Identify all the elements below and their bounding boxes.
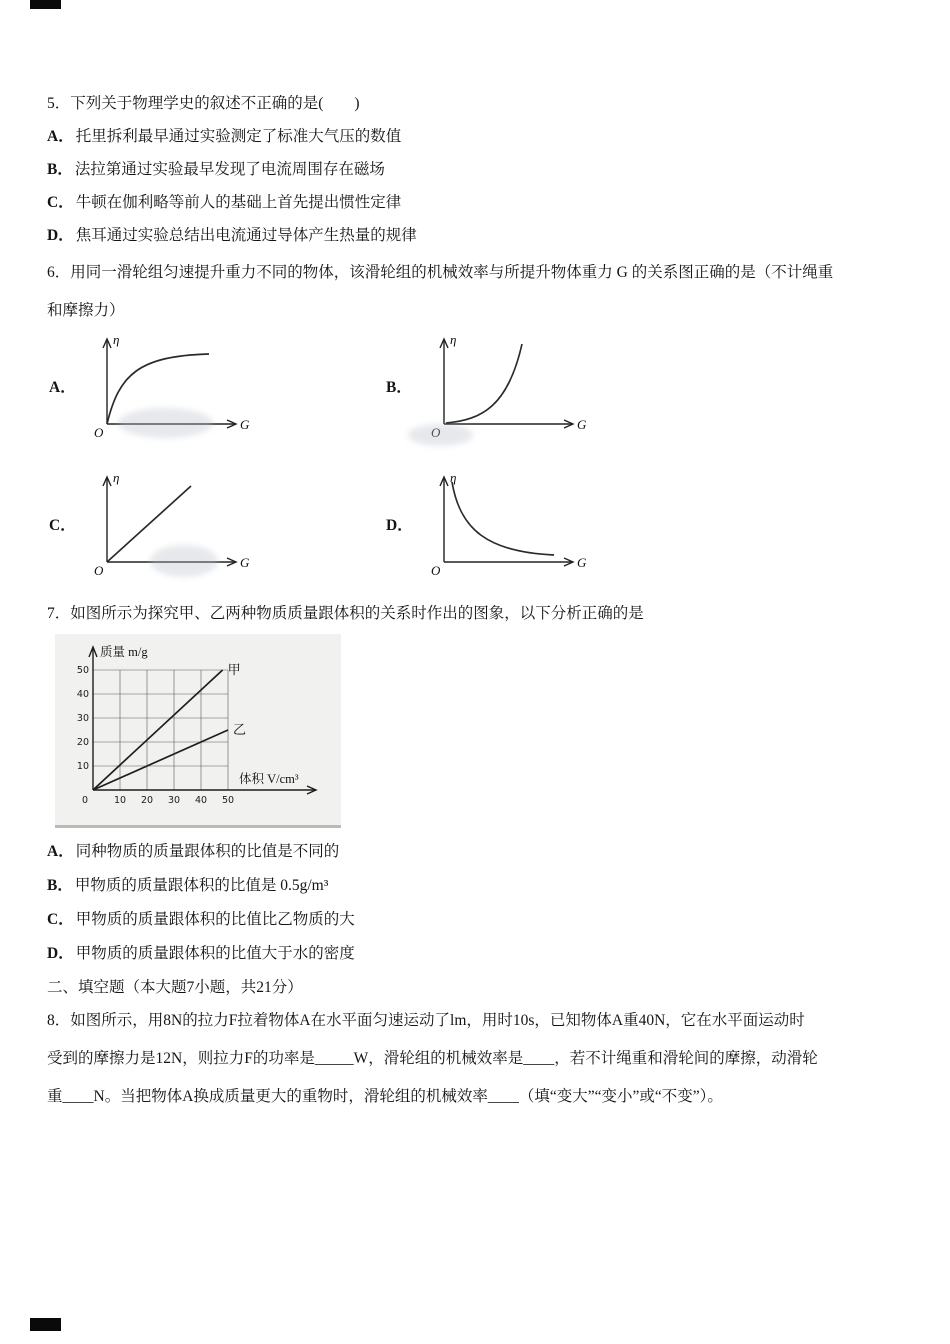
scan-smudge — [408, 424, 473, 446]
q6-option-c-letter: C． — [49, 517, 76, 534]
q7-option-c-letter: C． — [47, 911, 74, 928]
g-label: G — [240, 417, 250, 432]
q6-option-d-letter: D． — [386, 517, 413, 534]
eta-label: η — [450, 332, 457, 347]
q5-option-b-letter: B． — [47, 161, 73, 178]
scan-smudge — [118, 408, 213, 438]
q7-option-a-letter: A． — [47, 843, 74, 860]
q7-option-a — [47, 842, 908, 862]
origin-label: O — [431, 563, 441, 578]
origin-label: 0 — [81, 795, 88, 806]
q6-option-a — [49, 330, 384, 442]
x-axis-title: 体积 V/cm³ — [239, 772, 299, 786]
section2-title: 二、填空题（本大题7小题，共21分） — [47, 979, 303, 996]
y-axis-title: 质量 m/g — [100, 645, 148, 659]
series-line-乙 — [93, 730, 228, 790]
q7-option-d-text: 甲物质的质量跟体积的比值大于水的密度 — [75, 945, 355, 962]
q6-stem-line1: 6．用同一滑轮组匀速提升重力不同的物体，该滑轮组的机械效率与所提升物体重力 G 的关系图正确的是（不计绳重 — [47, 264, 834, 281]
eta-label: η — [450, 470, 457, 485]
series-label-甲: 甲 — [227, 662, 241, 677]
series-line-甲 — [93, 670, 223, 790]
q5-option-b — [47, 160, 908, 180]
g-label: G — [577, 555, 587, 570]
q6-option-b-letter: B． — [386, 379, 412, 396]
q5-option-d-text: 焦耳通过实验总结出电流通过导体产生热量的规律 — [75, 227, 417, 244]
q5-option-d — [47, 226, 908, 246]
y-tick-label: 50 — [76, 665, 89, 676]
q5-option-c — [47, 193, 908, 213]
q8-line-2: 受到的摩擦力是12N，则拉力F的功率是_____W，滑轮组的机械效率是____，若不计绳重和滑轮间的摩擦，动滑轮 — [47, 1050, 818, 1067]
q6-option-d — [386, 468, 721, 580]
q6-stem-line2: 和摩擦力） — [47, 302, 125, 319]
x-tick-label: 50 — [221, 795, 235, 806]
q6-option-a-letter: A． — [49, 379, 76, 396]
scan-mark-top — [30, 0, 61, 9]
q5-option-d-letter: D． — [47, 227, 74, 244]
q7-chart — [55, 634, 341, 828]
y-tick-label: 10 — [76, 761, 89, 772]
eta-label: η — [113, 470, 120, 485]
x-tick-label: 30 — [167, 795, 181, 806]
q7-option-d — [47, 944, 908, 964]
q7-chart-svg — [63, 638, 335, 820]
y-tick-label: 40 — [76, 689, 89, 700]
y-tick-label: 30 — [76, 713, 89, 724]
q5-option-a — [47, 127, 908, 147]
q5-option-c-letter: C． — [47, 194, 74, 211]
q7-option-d-letter: D． — [47, 945, 74, 962]
q5-option-b-text: 法拉第通过实验最早发现了电流周围存在磁场 — [74, 161, 385, 178]
origin-label: O — [94, 425, 104, 440]
efficiency-curve — [452, 482, 554, 555]
q8-line-3: 重____N。当把物体A换成质量更大的重物时，滑轮组的机械效率____（填“变大”“变小”或“不变”）。 — [47, 1088, 723, 1105]
origin-label: O — [431, 425, 441, 440]
y-tick-label: 20 — [76, 737, 89, 748]
q7-option-c-text: 甲物质的质量跟体积的比值比乙物质的大 — [75, 911, 355, 928]
scan-smudge — [150, 545, 218, 577]
q7-stem: 7．如图所示为探究甲、乙两种物质质量跟体积的关系时作出的图象，以下分析正确的是 — [47, 605, 644, 622]
origin-label: O — [94, 563, 104, 578]
efficiency-curve — [446, 344, 522, 423]
x-tick-label: 40 — [194, 795, 208, 806]
series-label-乙: 乙 — [233, 722, 247, 737]
q5-option-a-text: 托里拆利最早通过实验测定了标准大气压的数值 — [75, 128, 402, 145]
q5-stem: 5．下列关于物理学史的叙述不正确的是( ) — [47, 95, 360, 112]
eta-label: η — [113, 332, 120, 347]
q6-graph-d — [424, 468, 594, 580]
x-tick-label: 10 — [113, 795, 127, 806]
scan-mark-bottom — [30, 1318, 61, 1331]
q5-option-c-text: 牛顿在伽利略等前人的基础上首先提出惯性定律 — [75, 194, 402, 211]
g-label: G — [240, 555, 250, 570]
g-label: G — [577, 417, 587, 432]
q5-option-a-letter: A． — [47, 128, 74, 145]
q8-line-1: 8．如图所示，用8N的拉力F拉着物体A在水平面匀速运动了lm，用时10s，已知物体A重40N，它在水平面运动时 — [47, 1012, 805, 1029]
x-tick-label: 20 — [140, 795, 154, 806]
q7-option-a-text: 同种物质的质量跟体积的比值是不同的 — [75, 843, 340, 860]
q7-option-b — [47, 876, 908, 896]
q7-option-b-text: 甲物质的质量跟体积的比值是 0.5g/m³ — [74, 877, 329, 894]
q7-option-b-letter: B． — [47, 877, 73, 894]
q7-option-c — [47, 910, 908, 930]
